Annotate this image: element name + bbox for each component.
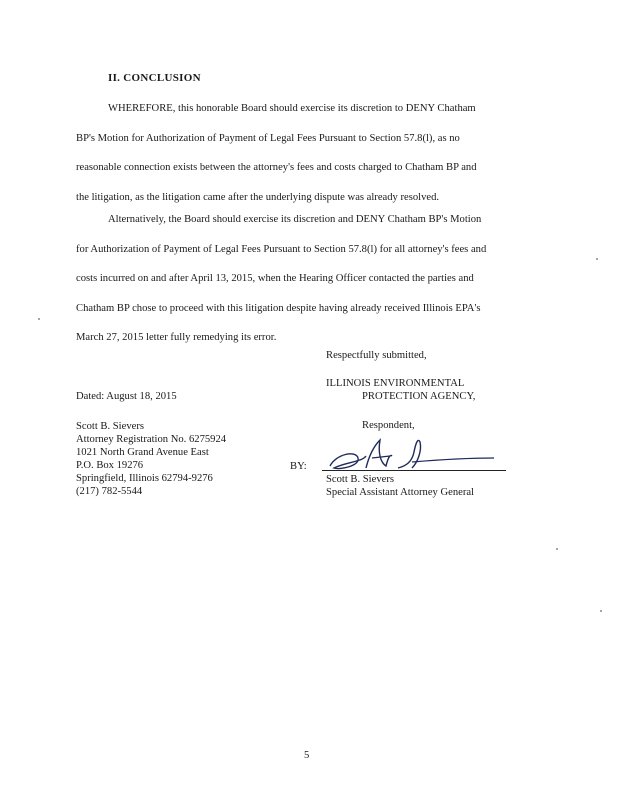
by-label: BY:: [290, 461, 307, 472]
paragraph-line: reasonable connection exists between the attorney's fees and costs charged to Chatham BP and: [76, 162, 477, 173]
page-number: 5: [304, 750, 310, 761]
scan-speck: [596, 258, 598, 260]
signature-line: [322, 470, 506, 471]
dated-line: Dated: August 18, 2015: [76, 391, 177, 402]
attorney-name: Scott B. Sievers: [76, 421, 144, 432]
agency-name-line-2: PROTECTION AGENCY,: [362, 391, 476, 402]
conclusion-paragraph-1: [76, 94, 516, 212]
attorney-contact-block: [76, 420, 226, 498]
agency-name-line-1: ILLINOIS ENVIRONMENTAL: [326, 378, 465, 389]
conclusion-paragraph-2: [76, 205, 516, 353]
scan-speck: [600, 610, 602, 612]
paragraph-line: March 27, 2015 letter fully remedying its error.: [76, 332, 277, 343]
paragraph-line: WHEREFORE, this honorable Board should exercise its discretion to DENY Chatham: [108, 103, 476, 114]
signer-title: Special Assistant Attorney General: [326, 487, 474, 498]
paragraph-line: for Authorization of Payment of Legal Fees Pursuant to Section 57.8(l) for all attorney's fees and: [76, 243, 487, 255]
scan-speck: [38, 318, 40, 320]
paragraph-line: Alternatively, the Board should exercise its discretion and DENY Chatham BP's Motion: [108, 214, 482, 225]
section-heading: II. CONCLUSION: [108, 72, 201, 84]
signer-name: Scott B. Sievers: [326, 474, 394, 485]
attorney-city: Springfield, Illinois 62794-9276: [76, 473, 213, 484]
respondent-label: Respondent,: [362, 420, 415, 431]
paragraph-line: costs incurred on and after April 13, 2015, when the Hearing Officer contacted the parties and: [76, 273, 474, 284]
attorney-phone: (217) 782-5544: [76, 486, 143, 497]
paragraph-line: the litigation, as the litigation came after the underlying dispute was already resolved.: [76, 191, 440, 203]
attorney-registration: Attorney Registration No. 6275924: [76, 434, 227, 445]
attorney-street: 1021 North Grand Avenue East: [76, 447, 209, 458]
scan-speck: [556, 548, 558, 550]
attorney-po-box: P.O. Box 19276: [76, 460, 144, 471]
respectfully-submitted: Respectfully submitted,: [326, 350, 427, 361]
paragraph-line: Chatham BP chose to proceed with this litigation despite having already received Illinois EPA's: [76, 302, 481, 314]
paragraph-line: BP's Motion for Authorization of Payment of Legal Fees Pursuant to Section 57.8(l), as no: [76, 132, 460, 144]
